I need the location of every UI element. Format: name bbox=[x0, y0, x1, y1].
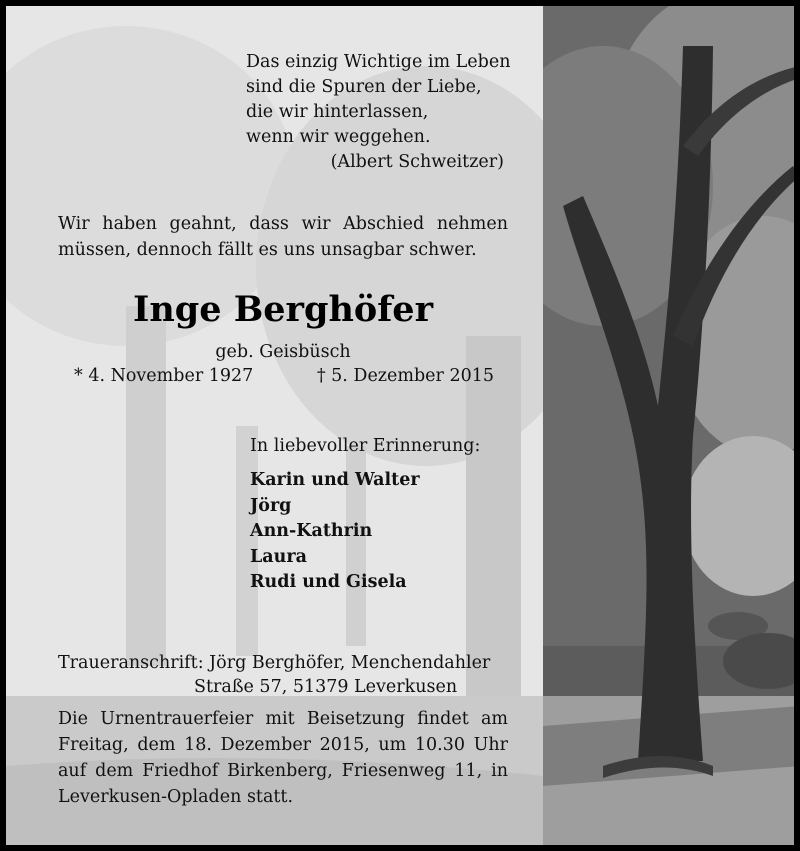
mourner-name: Rudi und Gisela bbox=[250, 572, 407, 592]
quote-line: sind die Spuren der Liebe, bbox=[246, 77, 482, 97]
tree-illustration bbox=[543, 6, 800, 845]
quote-block bbox=[246, 50, 510, 175]
mourner-name: Laura bbox=[250, 546, 307, 567]
mourner-name: Jörg bbox=[250, 495, 292, 516]
birth-date: * 4. November 1927 bbox=[74, 366, 254, 386]
tree-photo bbox=[543, 6, 800, 845]
death-date: † 5. Dezember 2015 bbox=[316, 366, 494, 386]
quote-line: wenn wir weggehen. bbox=[246, 127, 431, 147]
address-line: Straße 57, 51379 Leverkusen bbox=[194, 677, 458, 697]
birth-name: geb. Geisbüsch bbox=[215, 342, 351, 362]
quote-author: (Albert Schweitzer) bbox=[330, 152, 504, 172]
memory-heading: In liebevoller Erinnerung: bbox=[250, 436, 481, 456]
address-line: Traueranschrift: Jörg Berghöfer, Menchendahler bbox=[58, 653, 491, 673]
mourner-name: Ann-Kathrin bbox=[250, 521, 373, 541]
quote-line: die wir hinterlassen, bbox=[246, 102, 429, 122]
life-dates bbox=[74, 366, 494, 386]
quote-line: Das einzig Wichtige im Leben bbox=[246, 52, 511, 72]
ceremony-text: Die Urnentrauerfeier mit Beisetzung findet am Freitag, dem 18. Dezember 2015, um 10.30 Uhr auf dem Friedhof Birkenberg, Friesenweg 11, in Leverkusen-Opladen statt. bbox=[58, 709, 508, 807]
mourner-name: Karin und Walter bbox=[250, 470, 420, 490]
mourners-list bbox=[250, 468, 420, 596]
deceased-name: Inge Berghöfer bbox=[132, 289, 434, 330]
mourning-address bbox=[58, 651, 490, 699]
intro-text: Wir haben geahnt, dass wir Abschied nehmen müssen, dennoch fällt es uns unsagbar schwer. bbox=[58, 214, 508, 260]
